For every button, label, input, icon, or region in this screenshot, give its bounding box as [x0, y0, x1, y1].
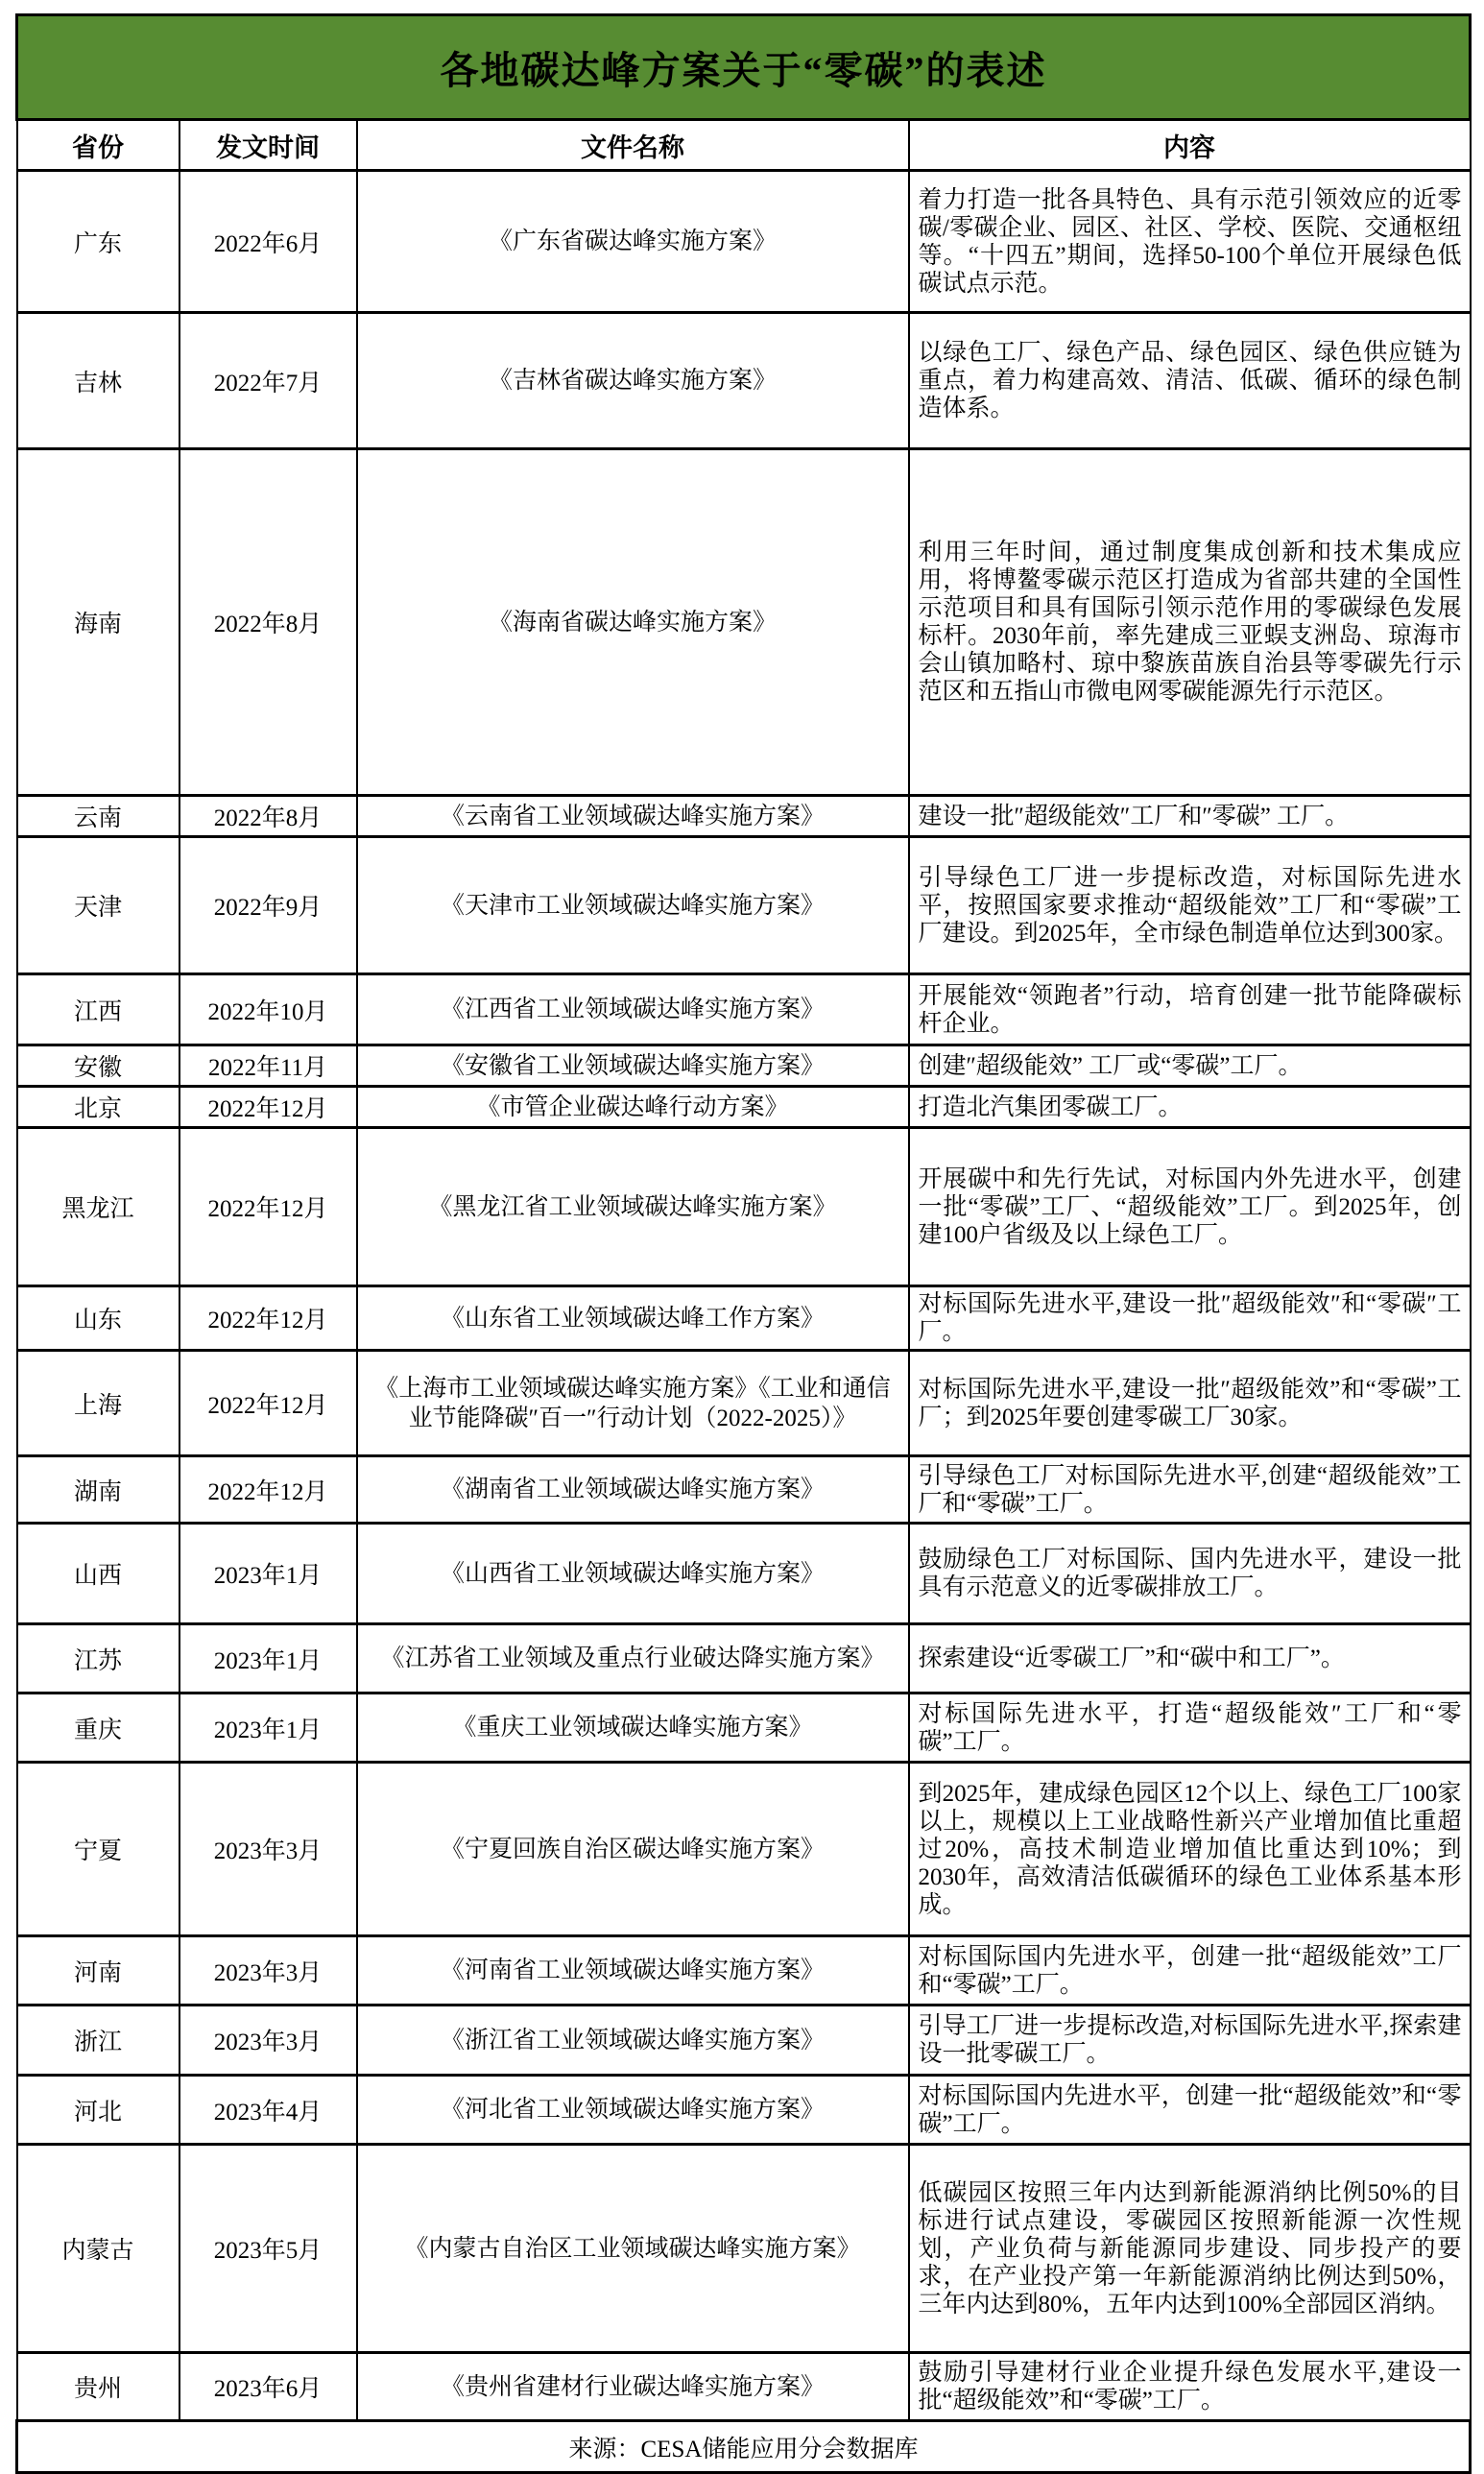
table-row: [17, 1045, 1471, 1087]
cell-content: 开展能效“领跑者”行动，培育创建一批节能降碳标杆企业。: [909, 974, 1471, 1045]
cell-document-name: 《黑龙江省工业领域碳达峰实施方案》: [357, 1128, 909, 1286]
table-row: [17, 1624, 1471, 1693]
cell-province: 天津: [17, 837, 180, 974]
table-row: [17, 313, 1471, 449]
cell-date: 2023年4月: [180, 2076, 357, 2145]
cell-province: 北京: [17, 1087, 180, 1128]
cell-document-name: 《上海市工业领域碳达峰实施方案》《工业和通信业节能降碳″百一″行动计划（2022-2025）》: [357, 1351, 909, 1456]
cell-province: 宁夏: [17, 1763, 180, 1936]
cell-date: 2023年1月: [180, 1524, 357, 1624]
column-header-row: [17, 120, 1471, 171]
cell-document-name: 《江西省工业领域碳达峰实施方案》: [357, 974, 909, 1045]
table-row: [17, 837, 1471, 974]
col-header-content: 内容: [909, 120, 1471, 171]
cell-province: 浙江: [17, 2006, 180, 2076]
cell-date: 2022年12月: [180, 1286, 357, 1351]
cell-document-name: 《河南省工业领域碳达峰实施方案》: [357, 1936, 909, 2006]
cell-date: 2022年12月: [180, 1087, 357, 1128]
cell-content: 到2025年，建成绿色园区12个以上、绿色工厂100家以上，规模以上工业战略性新兴产业增加值比重超过20%，高技术制造业增加值比重达到10%；到2030年，高效清洁低碳循环的绿色工业体系基本形成。: [909, 1763, 1471, 1936]
col-header-province: 省份: [17, 120, 180, 171]
cell-document-name: 《天津市工业领域碳达峰实施方案》: [357, 837, 909, 974]
cell-content: 引导工厂进一步提标改造,对标国际先进水平,探索建设一批零碳工厂。: [909, 2006, 1471, 2076]
table-row: [17, 1351, 1471, 1456]
cell-province: 黑龙江: [17, 1128, 180, 1286]
cell-province: 江西: [17, 974, 180, 1045]
table-row: [17, 171, 1471, 313]
cell-document-name: 《贵州省建材行业碳达峰实施方案》: [357, 2353, 909, 2421]
cell-province: 上海: [17, 1351, 180, 1456]
cell-content: 着力打造一批各具特色、具有示范引领效应的近零碳/零碳企业、园区、社区、学校、医院、交通枢纽等。“十四五”期间，选择50-100个单位开展绿色低碳试点示范。: [909, 171, 1471, 313]
table-row: [17, 1286, 1471, 1351]
cell-content: 以绿色工厂、绿色产品、绿色园区、绿色供应链为重点，着力构建高效、清洁、低碳、循环的绿色制造体系。: [909, 313, 1471, 449]
cell-document-name: 《市管企业碳达峰行动方案》: [357, 1087, 909, 1128]
cell-document-name: 《吉林省碳达峰实施方案》: [357, 313, 909, 449]
cell-date: 2022年9月: [180, 837, 357, 974]
source-note: 来源：CESA储能应用分会数据库: [17, 2421, 1471, 2473]
cell-date: 2022年12月: [180, 1351, 357, 1456]
cell-content: 引导绿色工厂对标国际先进水平,创建“超级能效”工厂和“零碳”工厂。: [909, 1456, 1471, 1524]
table-row: [17, 1936, 1471, 2006]
cell-content: 对标国际先进水平,建设一批″超级能效”和“零碳”工厂；到2025年要创建零碳工厂30家。: [909, 1351, 1471, 1456]
cell-date: 2022年12月: [180, 1128, 357, 1286]
cell-date: 2022年6月: [180, 171, 357, 313]
cell-date: 2023年3月: [180, 1936, 357, 2006]
table-row: [17, 2006, 1471, 2076]
table-row: [17, 796, 1471, 837]
cell-content: 对标国际国内先进水平，创建一批“超级能效”工厂和“零碳”工厂。: [909, 1936, 1471, 2006]
zero-carbon-statements-table: [15, 13, 1472, 2474]
cell-document-name: 《云南省工业领域碳达峰实施方案》: [357, 796, 909, 837]
cell-content: 低碳园区按照三年内达到新能源消纳比例50%的目标进行试点建设，零碳园区按照新能源一次性规划，产业负荷与新能源同步建设、同步投产的要求，在产业投产第一年新能源消纳比例达到50%，三年内达到80%，五年内达到100%全部园区消纳。: [909, 2145, 1471, 2353]
cell-content: 利用三年时间，通过制度集成创新和技术集成应用，将博鳌零碳示范区打造成为省部共建的全国性示范项目和具有国际引领示范作用的零碳绿色发展标杆。2030年前，率先建成三亚蜈支洲岛、琼海市会山镇加略村、琼中黎族苗族自治县等零碳先行示范区和五指山市微电网零碳能源先行示范区。: [909, 449, 1471, 796]
cell-province: 内蒙古: [17, 2145, 180, 2353]
cell-date: 2023年3月: [180, 2006, 357, 2076]
cell-date: 2023年5月: [180, 2145, 357, 2353]
cell-date: 2023年1月: [180, 1624, 357, 1693]
cell-document-name: 《海南省碳达峰实施方案》: [357, 449, 909, 796]
cell-date: 2023年1月: [180, 1693, 357, 1763]
cell-document-name: 《山东省工业领域碳达峰工作方案》: [357, 1286, 909, 1351]
cell-content: 对标国际先进水平，打造“超级能效″工厂和“零碳”工厂。: [909, 1693, 1471, 1763]
cell-province: 海南: [17, 449, 180, 796]
cell-province: 河北: [17, 2076, 180, 2145]
source-row: [17, 2421, 1471, 2473]
cell-document-name: 《广东省碳达峰实施方案》: [357, 171, 909, 313]
table-row: [17, 2076, 1471, 2145]
cell-content: 打造北汽集团零碳工厂。: [909, 1087, 1471, 1128]
cell-content: 开展碳中和先行先试，对标国内外先进水平，创建一批“零碳”工厂、“超级能效”工厂。到2025年，创建100户省级及以上绿色工厂。: [909, 1128, 1471, 1286]
table-row: [17, 2353, 1471, 2421]
cell-date: 2022年8月: [180, 796, 357, 837]
cell-content: 鼓励引导建材行业企业提升绿色发展水平,建设一批“超级能效”和“零碳”工厂。: [909, 2353, 1471, 2421]
table-row: [17, 1524, 1471, 1624]
cell-content: 引导绿色工厂进一步提标改造，对标国际先进水平，按照国家要求推动“超级能效”工厂和“零碳”工厂建设。到2025年，全市绿色制造单位达到300家。: [909, 837, 1471, 974]
cell-content: 对标国际先进水平,建设一批″超级能效″和“零碳″工厂。: [909, 1286, 1471, 1351]
cell-document-name: 《湖南省工业领域碳达峰实施方案》: [357, 1456, 909, 1524]
table-body: [17, 171, 1471, 2421]
cell-document-name: 《宁夏回族自治区碳达峰实施方案》: [357, 1763, 909, 1936]
cell-document-name: 《重庆工业领域碳达峰实施方案》: [357, 1693, 909, 1763]
cell-document-name: 《浙江省工业领域碳达峰实施方案》: [357, 2006, 909, 2076]
cell-province: 山西: [17, 1524, 180, 1624]
cell-province: 安徽: [17, 1045, 180, 1087]
cell-date: 2022年12月: [180, 1456, 357, 1524]
cell-province: 重庆: [17, 1693, 180, 1763]
table-row: [17, 1087, 1471, 1128]
cell-date: 2022年11月: [180, 1045, 357, 1087]
table-row: [17, 1693, 1471, 1763]
cell-document-name: 《河北省工业领域碳达峰实施方案》: [357, 2076, 909, 2145]
cell-province: 河南: [17, 1936, 180, 2006]
cell-province: 山东: [17, 1286, 180, 1351]
cell-province: 江苏: [17, 1624, 180, 1693]
cell-province: 广东: [17, 171, 180, 313]
cell-content: 探索建设“近零碳工厂”和“碳中和工厂”。: [909, 1624, 1471, 1693]
cell-province: 贵州: [17, 2353, 180, 2421]
cell-content: 建设一批″超级能效″工厂和″零碳” 工厂。: [909, 796, 1471, 837]
cell-content: 创建″超级能效” 工厂或“零碳”工厂。: [909, 1045, 1471, 1087]
cell-date: 2022年8月: [180, 449, 357, 796]
cell-date: 2022年7月: [180, 313, 357, 449]
col-header-document: 文件名称: [357, 120, 909, 171]
cell-document-name: 《内蒙古自治区工业领域碳达峰实施方案》: [357, 2145, 909, 2353]
cell-content: 对标国际国内先进水平，创建一批“超级能效”和“零碳”工厂。: [909, 2076, 1471, 2145]
table-row: [17, 1763, 1471, 1936]
cell-document-name: 《安徽省工业领域碳达峰实施方案》: [357, 1045, 909, 1087]
cell-content: 鼓励绿色工厂对标国际、国内先进水平，建设一批具有示范意义的近零碳排放工厂。: [909, 1524, 1471, 1624]
cell-document-name: 《江苏省工业领域及重点行业破达降实施方案》: [357, 1624, 909, 1693]
table-row: [17, 449, 1471, 796]
title-row: [17, 15, 1471, 120]
table-row: [17, 974, 1471, 1045]
col-header-date: 发文时间: [180, 120, 357, 171]
cell-date: 2022年10月: [180, 974, 357, 1045]
cell-date: 2023年6月: [180, 2353, 357, 2421]
table-row: [17, 2145, 1471, 2353]
cell-province: 湖南: [17, 1456, 180, 1524]
cell-province: 吉林: [17, 313, 180, 449]
cell-province: 云南: [17, 796, 180, 837]
table-title: 各地碳达峰方案关于“零碳”的表述: [17, 15, 1471, 120]
cell-document-name: 《山西省工业领域碳达峰实施方案》: [357, 1524, 909, 1624]
cell-date: 2023年3月: [180, 1763, 357, 1936]
table-row: [17, 1128, 1471, 1286]
table-row: [17, 1456, 1471, 1524]
